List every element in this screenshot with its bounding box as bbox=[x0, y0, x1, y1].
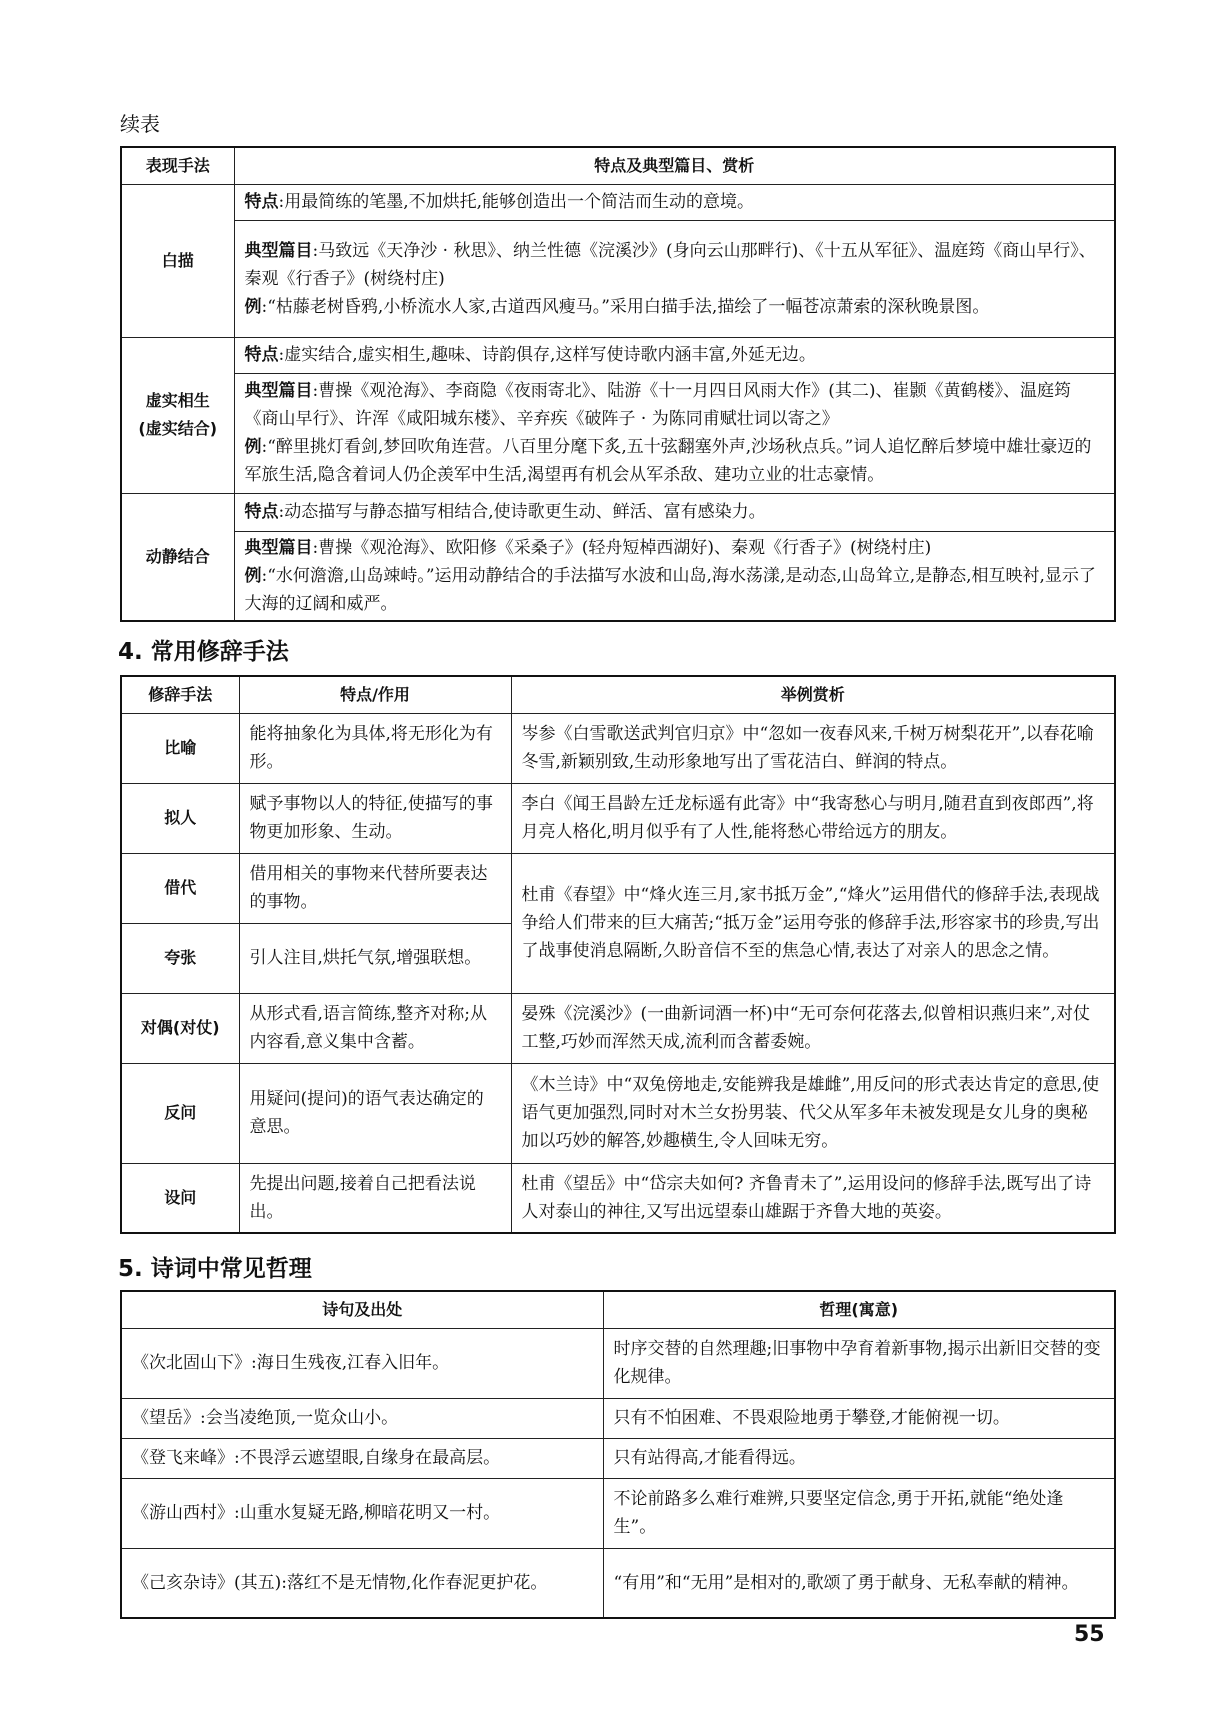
table2-header-feature: 特点/作用 bbox=[239, 676, 511, 713]
poem-source: 《己亥杂诗》(其五):落红不是无情物,化作春泥更护花。 bbox=[121, 1548, 603, 1618]
technique-label: 动静结合 bbox=[121, 493, 234, 621]
table-cell: 典型篇目:曹操《观沧海》、李商隐《夜雨寄北》、陆游《十一月四日风雨大作》(其二)、崔颢《黄鹤楼》、温庭筠《商山早行》、许浑《咸阳城东楼》、辛弃疾《破阵子 · 为陈同甫赋壮词以寄之》 例:“醉里挑灯看剑,梦回吹角连营。八百里分麾下炙,五十弦翻塞外声,沙场秋点兵。”词人追忆醉后梦境中雄壮豪迈的军旅生活,隐含着词人仍企羡军中生活,渴望再有机会从军杀敌、建功立业的壮志豪情。 bbox=[234, 373, 1115, 493]
poem-source: 《望岳》:会当凌绝顶,一览众山小。 bbox=[121, 1398, 603, 1438]
rhetoric-table bbox=[120, 675, 1116, 1234]
rhetoric-feature: 能将抽象化为具体,将无形化为有形。 bbox=[239, 713, 511, 783]
expression-technique-table bbox=[120, 146, 1116, 622]
table1-header-features: 特点及典型篇目、赏析 bbox=[234, 147, 1115, 184]
rhetoric-example: 杜甫《望岳》中“岱宗夫如何? 齐鲁青未了”,运用设问的修辞手法,既写出了诗人对泰山的神往,又写出远望泰山雄踞于齐鲁大地的英姿。 bbox=[511, 1163, 1115, 1233]
table2-header-example: 举例赏析 bbox=[511, 676, 1115, 713]
table-cell: 特点:用最简练的笔墨,不加烘托,能够创造出一个简洁而生动的意境。 bbox=[234, 184, 1115, 220]
rhetoric-feature: 从形式看,语言简练,整齐对称;从内容看,意义集中含蓄。 bbox=[239, 993, 511, 1063]
table1-header-technique: 表现手法 bbox=[121, 147, 234, 184]
technique-label: 虚实相生 (虚实结合) bbox=[121, 337, 234, 493]
continued-label: 续表 bbox=[120, 112, 160, 136]
rhetoric-example: 晏殊《浣溪沙》(一曲新词酒一杯)中“无可奈何花落去,似曾相识燕归来”,对仗工整,巧妙而浑然天成,流利而含蓄委婉。 bbox=[511, 993, 1115, 1063]
rhetoric-example: 《木兰诗》中“双兔傍地走,安能辨我是雄雌”,用反问的形式表达肯定的意思,使语气更加强烈,同时对木兰女扮男装、代父从军多年未被发现是女儿身的奥秘加以巧妙的解答,妙趣横生,令人回味无穷。 bbox=[511, 1063, 1115, 1163]
poem-meaning: 时序交替的自然理趣;旧事物中孕育着新事物,揭示出新旧交替的变化规律。 bbox=[603, 1328, 1115, 1398]
rhetoric-name: 夸张 bbox=[121, 923, 239, 993]
rhetoric-feature: 先提出问题,接着自己把看法说出。 bbox=[239, 1163, 511, 1233]
rhetoric-feature: 用疑问(提问)的语气表达确定的意思。 bbox=[239, 1063, 511, 1163]
rhetoric-example: 李白《闻王昌龄左迁龙标遥有此寄》中“我寄愁心与明月,随君直到夜郎西”,将月亮人格化,明月似乎有了人性,能将愁心带给远方的朋友。 bbox=[511, 783, 1115, 853]
poem-meaning: 不论前路多么难行难辨,只要坚定信念,勇于开拓,就能“绝处逢生”。 bbox=[603, 1478, 1115, 1548]
rhetoric-name: 反问 bbox=[121, 1063, 239, 1163]
poem-meaning: “有用”和“无用”是相对的,歌颂了勇于献身、无私奉献的精神。 bbox=[603, 1548, 1115, 1618]
table-cell: 典型篇目:曹操《观沧海》、欧阳修《采桑子》(轻舟短棹西湖好)、秦观《行香子》(树绕村庄) 例:“水何澹澹,山岛竦峙。”运用动静结合的手法描写水波和山岛,海水荡漾,是动态,山岛耸立,是静态,相互映衬,显示了大海的辽阔和威严。 bbox=[234, 531, 1115, 621]
technique-label: 白描 bbox=[121, 184, 234, 337]
rhetoric-example: 岑参《白雪歌送武判官归京》中“忽如一夜春风来,千树万树梨花开”,以春花喻冬雪,新颖别致,生动形象地写出了雪花洁白、鲜润的特点。 bbox=[511, 713, 1115, 783]
poem-source: 《登飞来峰》:不畏浮云遮望眼,自缘身在最高层。 bbox=[121, 1438, 603, 1478]
table2-header-name: 修辞手法 bbox=[121, 676, 239, 713]
rhetoric-name: 设问 bbox=[121, 1163, 239, 1233]
page-number: 55 bbox=[1074, 1622, 1105, 1647]
rhetoric-feature: 借用相关的事物来代替所要表达的事物。 bbox=[239, 853, 511, 923]
poem-meaning: 只有站得高,才能看得远。 bbox=[603, 1438, 1115, 1478]
table-cell: 特点:虚实结合,虚实相生,趣味、诗韵俱存,这样写使诗歌内涵丰富,外延无边。 bbox=[234, 337, 1115, 373]
table-cell: 特点:动态描写与静态描写相结合,使诗歌更生动、鲜活、富有感染力。 bbox=[234, 493, 1115, 531]
rhetoric-name: 对偶(对仗) bbox=[121, 993, 239, 1063]
table-cell: 典型篇目:马致远《天净沙 · 秋思》、纳兰性德《浣溪沙》(身向云山那畔行)、《十五从军征》、温庭筠《商山早行》、秦观《行香子》(树绕村庄) 例:“枯藤老树昏鸦,小桥流水人家,古道西风瘦马。”采用白描手法,描绘了一幅苍凉萧索的深秋晚景图。 bbox=[234, 220, 1115, 337]
section-4-title: 4. 常用修辞手法 bbox=[118, 639, 289, 665]
rhetoric-name: 比喻 bbox=[121, 713, 239, 783]
table3-header-meaning: 哲理(寓意) bbox=[603, 1291, 1115, 1328]
section-5-title: 5. 诗词中常见哲理 bbox=[118, 1256, 312, 1282]
poem-source: 《次北固山下》:海日生残夜,江春入旧年。 bbox=[121, 1328, 603, 1398]
rhetoric-name: 借代 bbox=[121, 853, 239, 923]
rhetoric-example: 杜甫《春望》中“烽火连三月,家书抵万金”,“烽火”运用借代的修辞手法,表现战争给人们带来的巨大痛苦;“抵万金”运用夸张的修辞手法,形容家书的珍贵,写出了战事使消息隔断,久盼音信不至的焦急心情,表达了对亲人的思念之情。 bbox=[511, 853, 1115, 993]
rhetoric-feature: 引人注目,烘托气氛,增强联想。 bbox=[239, 923, 511, 993]
poem-source: 《游山西村》:山重水复疑无路,柳暗花明又一村。 bbox=[121, 1478, 603, 1548]
table3-header-source: 诗句及出处 bbox=[121, 1291, 603, 1328]
poem-meaning: 只有不怕困难、不畏艰险地勇于攀登,才能俯视一切。 bbox=[603, 1398, 1115, 1438]
rhetoric-name: 拟人 bbox=[121, 783, 239, 853]
rhetoric-feature: 赋予事物以人的特征,使描写的事物更加形象、生动。 bbox=[239, 783, 511, 853]
philosophy-table bbox=[120, 1290, 1116, 1619]
